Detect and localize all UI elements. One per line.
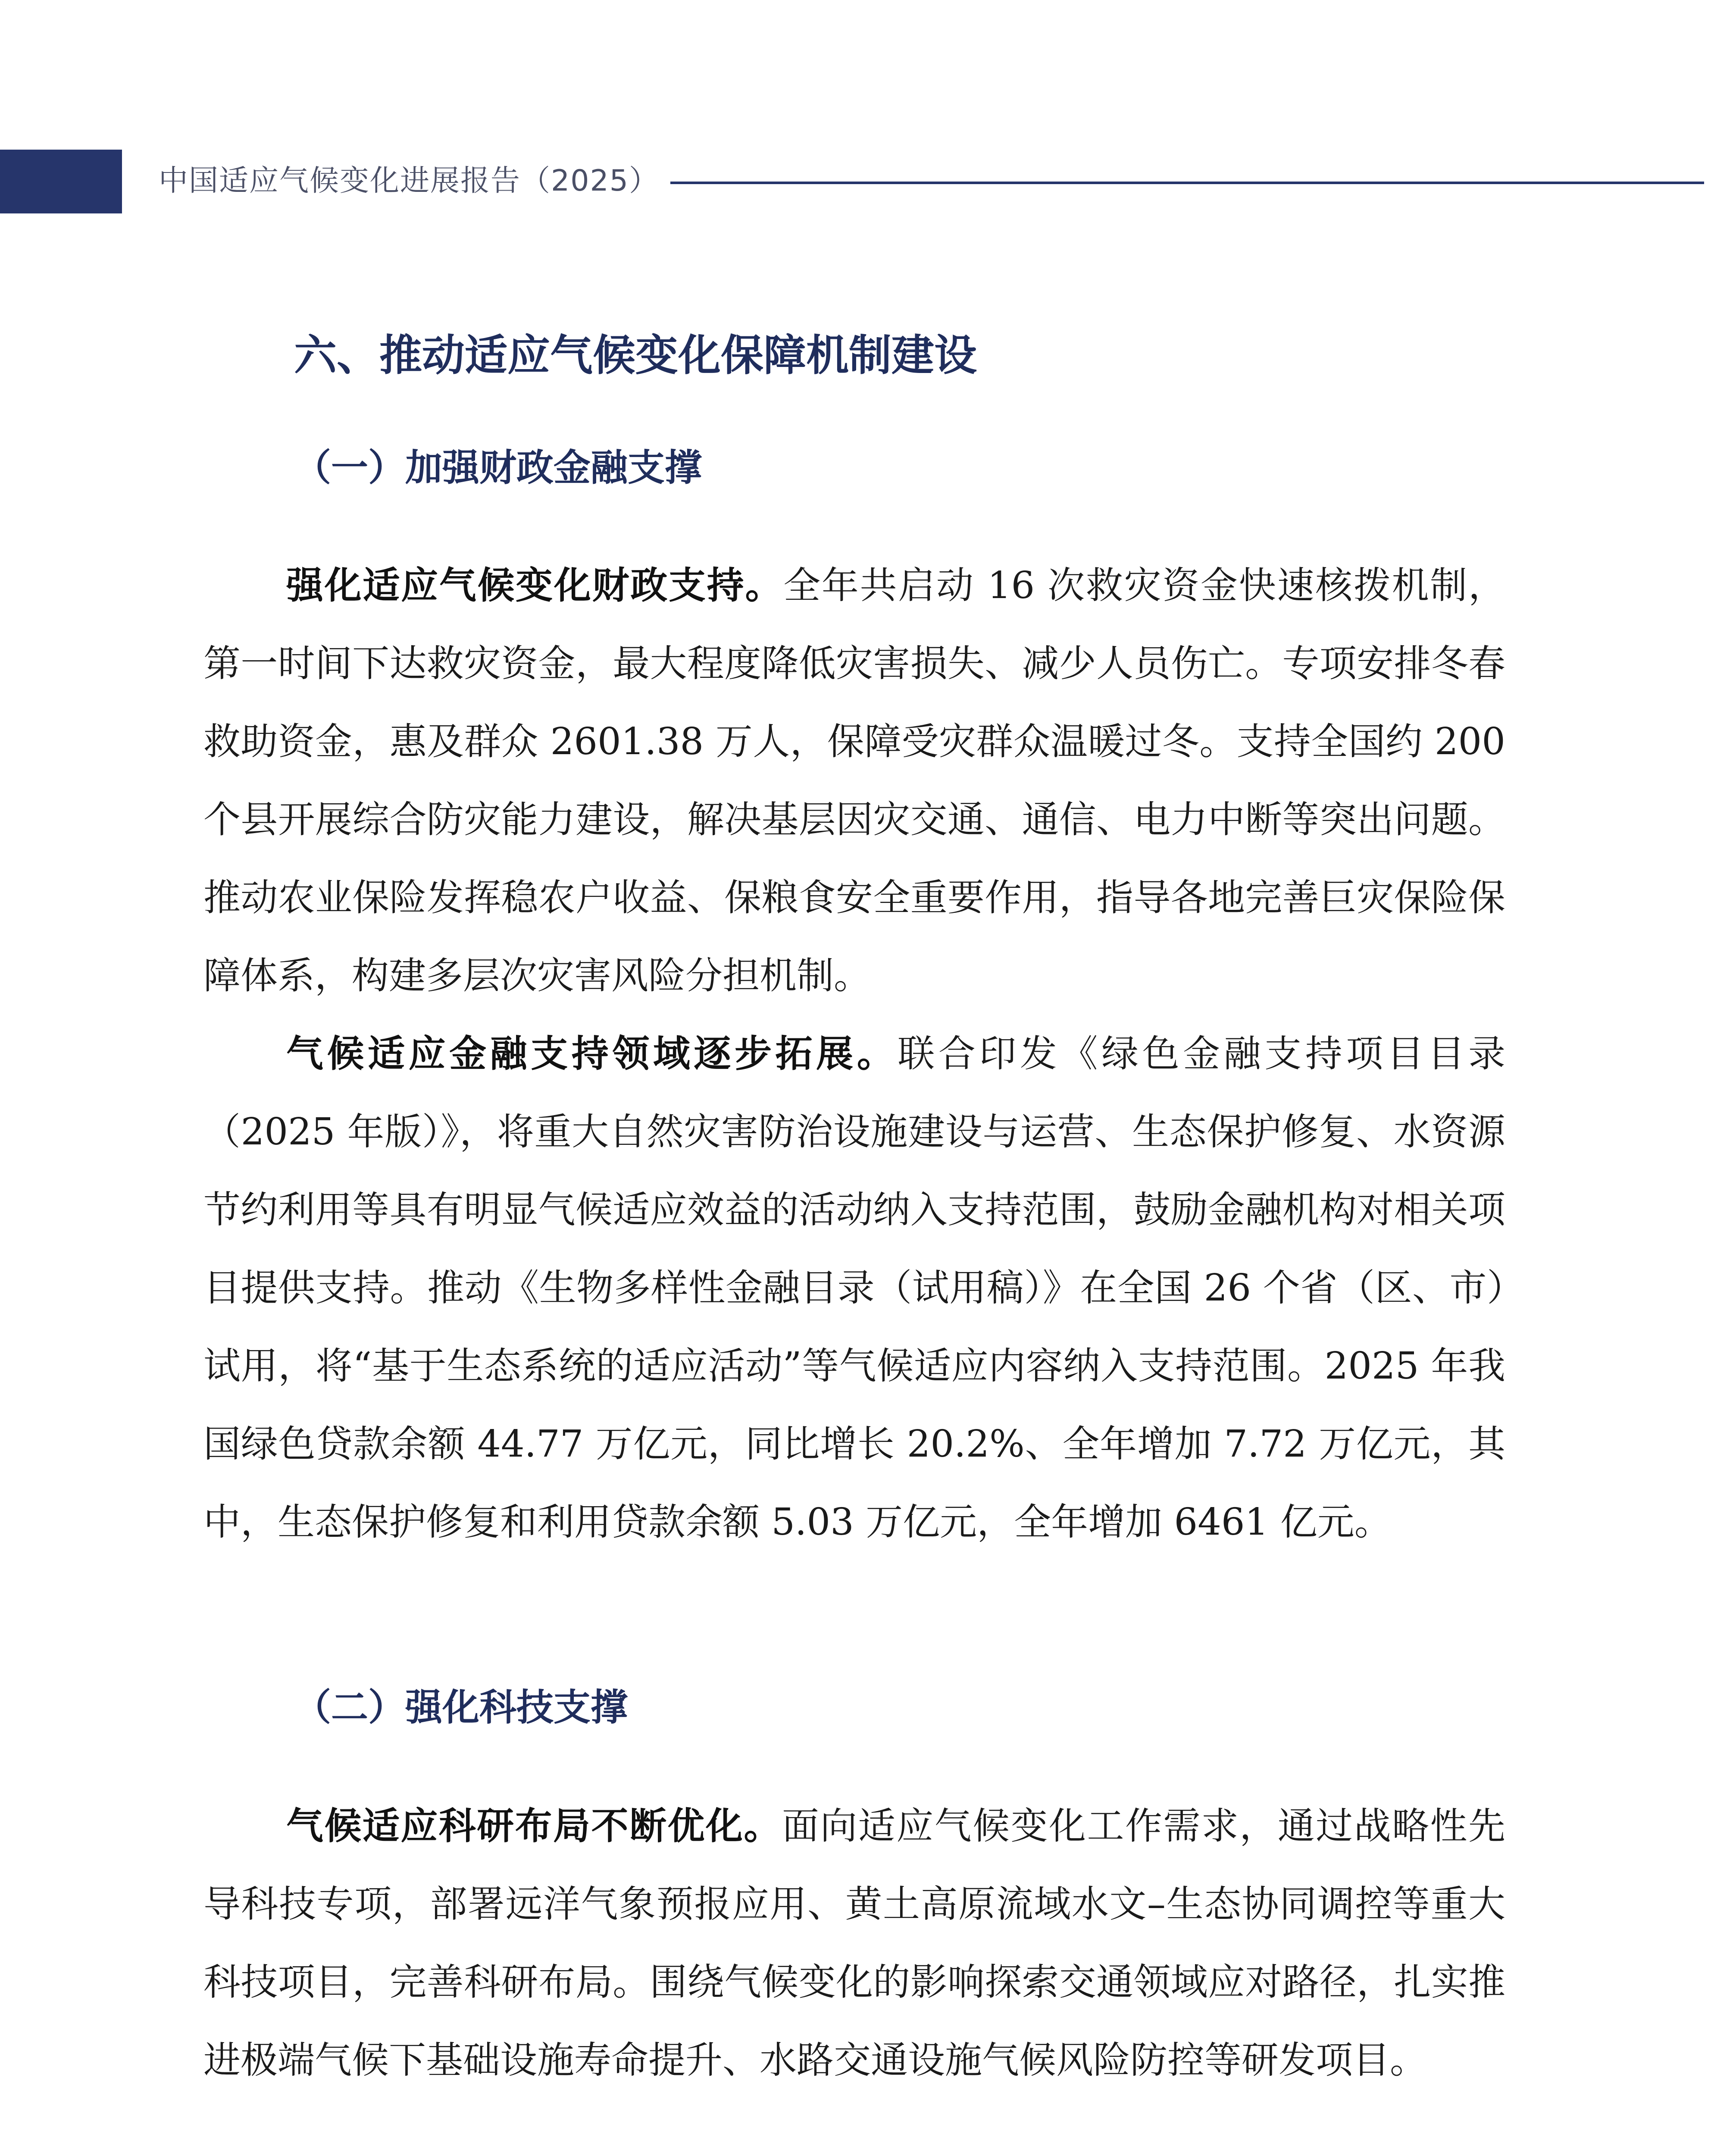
paragraph-body: 联合印发《绿色金融支持项目目录（2025 年版）》，将重大自然灾害防治设施建设与运营、生态保护修复、水资源节约利用等具有明显气候适应效益的活动纳入支持范围，鼓励金融机构对相关项目提供支持。推动《生物多样性金融目录（试用稿）》在全国 26 个省（区、市）试用，将“基于生态系统的适应活动”等气候适应内容纳入支持范围。2025 年我国绿色贷款余额 44.77 万亿元，同比增长 20.2%、全年增加 7.72 万亿元，其中，生态保护修复和利用贷款余额 5.03 万亿元，全年增加 6461 亿元。 [203, 1032, 1506, 1544]
paragraph-research-layout [203, 1787, 1505, 2100]
paragraph-lead: 气候适应金融支持领域逐步拓展。 [286, 1032, 898, 1075]
header-rule [670, 182, 1704, 184]
running-header-title: 中国适应气候变化进展报告（2025） [159, 164, 660, 198]
section-heading: 六、推动适应气候变化保障机制建设 [294, 331, 977, 380]
paragraph-lead: 强化适应气候变化财政支持。 [286, 564, 784, 607]
paragraph-finance-support [203, 1015, 1505, 1561]
paragraph-body: 面向适应气候变化工作需求，通过战略性先导科技专项，部署远洋气象预报应用、黄土高原流域水文–生态协同调控等重大科技项目，完善科研布局。围绕气候变化的影响探索交通领域应对路径，扎实推进极端气候下基础设施寿命提升、水路交通设施气候风险防控等研发项目。 [203, 1805, 1506, 2082]
subsection-heading-1: （一）加强财政金融支撑 [294, 446, 702, 489]
paragraph-fiscal-support [203, 547, 1505, 1015]
paragraph-body: 全年共启动 16 次救灾资金快速核拨机制，第一时间下达救灾资金，最大程度降低灾害损失、减少人员伤亡。专项安排冬春救助资金，惠及群众 2601.38 万人，保障受灾群众温暖过冬。支持全国约 200 个县开展综合防灾能力建设，解决基层因灾交通、通信、电力中断等突出问题。推动农业保险发挥稳农户收益、保粮食安全重要作用，指导各地完善巨灾保险保障体系，构建多层次灾害风险分担机制。 [203, 564, 1506, 997]
header-accent-block [0, 150, 122, 213]
paragraph-lead: 气候适应科研布局不断优化。 [286, 1805, 782, 1848]
subsection-heading-2: （二）强化科技支撑 [294, 1686, 628, 1729]
